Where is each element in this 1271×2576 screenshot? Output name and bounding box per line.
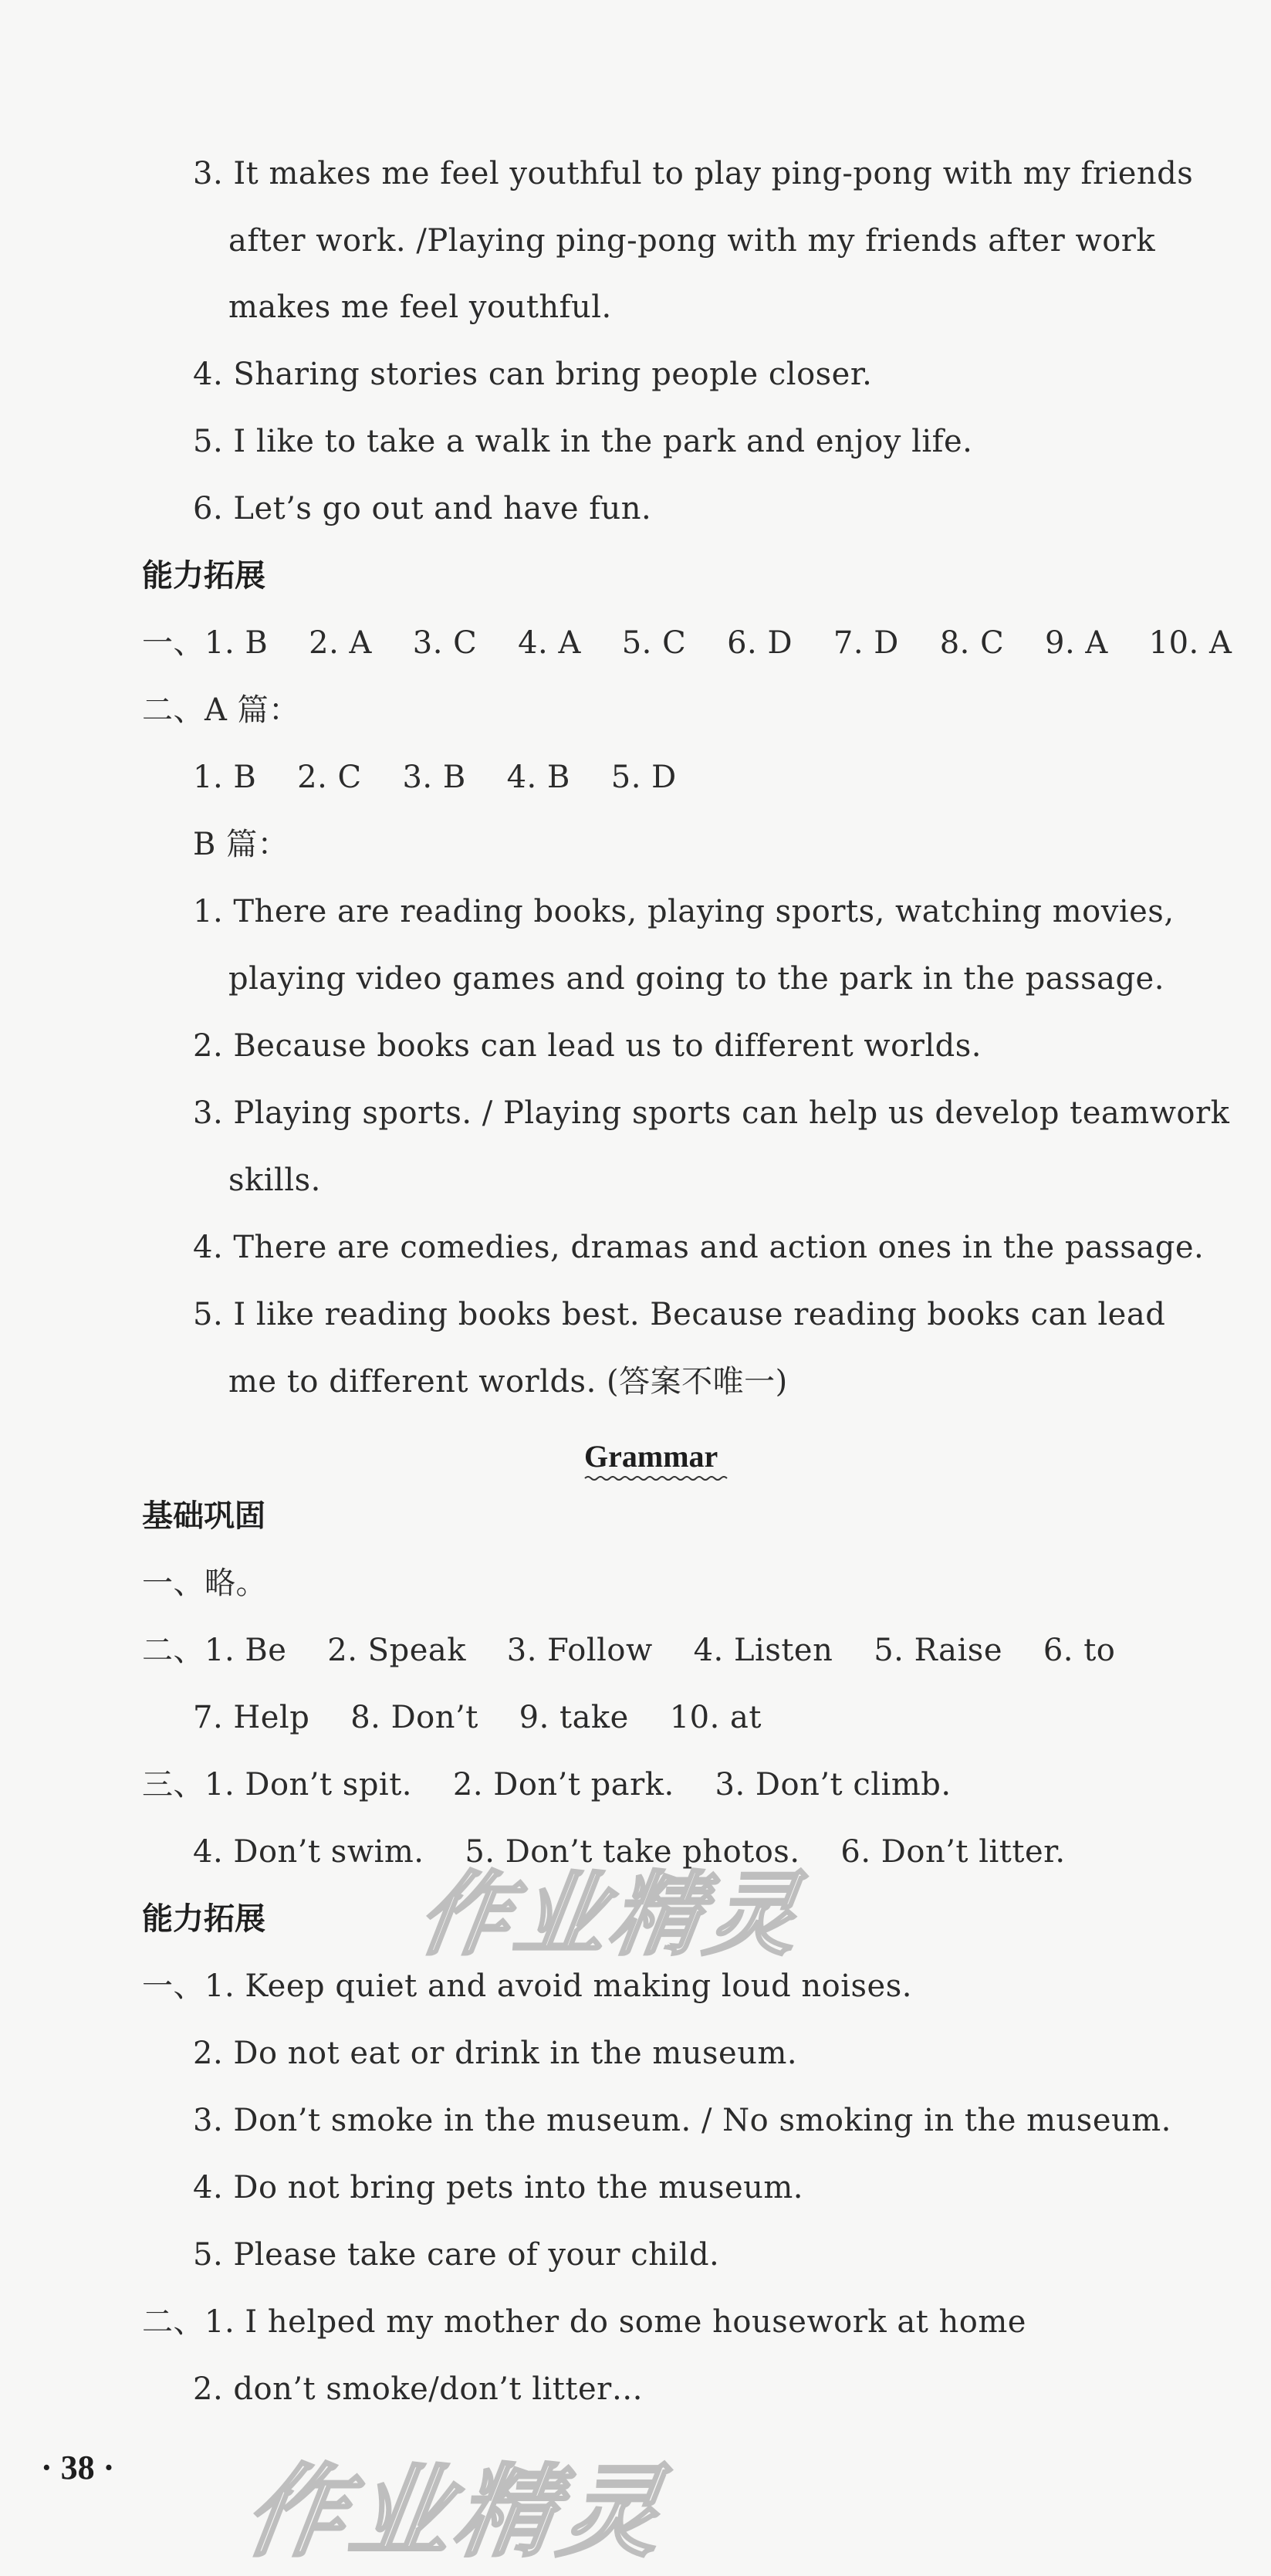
answer-line: after work. /Playing ping-pong with my friends after work (228, 223, 1156, 259)
watermark: 作业精灵 (237, 2453, 674, 2571)
page-number: · 38 · (41, 2449, 115, 2486)
answer-line: 3. Playing sports. / Playing sports can help us develop teamwork (193, 1095, 1230, 1131)
answer-line: 二、1. Be 2. Speak 3. Follow 4. Listen 5. Raise 6. to (142, 1633, 1116, 1668)
answer-line: 3. Don’t smoke in the museum. / No smoking in the museum. (193, 2103, 1171, 2138)
answer-line: 6. Let’s go out and have fun. (193, 491, 652, 526)
answer-line: 5. I like to take a walk in the park and enjoy life. (193, 424, 973, 459)
answer-line: 三、1. Don’t spit. 2. Don’t park. 3. Don’t climb. (142, 1767, 952, 1803)
section-title: Grammar (584, 1439, 718, 1474)
answer-line: 二、1. I helped my mother do some housework at home (142, 2304, 1026, 2340)
answer-line: me to different worlds. (答案不唯一) (228, 1364, 788, 1400)
answer-line: 5. I like reading books best. Because reading books can lead (193, 1297, 1166, 1332)
answer-line: 一、1. Keep quiet and avoid making loud noises. (142, 1968, 912, 2004)
answer-line: 2. don’t smoke/don’t litter… (193, 2371, 644, 2407)
section-heading: 能力拓展 (142, 1901, 265, 1937)
answer-line: 2. Because books can lead us to different worlds. (193, 1028, 982, 1064)
answer-line: 4. Sharing stories can bring people closer. (193, 357, 873, 392)
watermark: 作业精灵 (411, 1861, 810, 1968)
answer-line: playing video games and going to the park in the passage. (228, 961, 1165, 997)
answer-line: 7. Help 8. Don’t 9. take 10. at (193, 1700, 762, 1735)
section-heading: 基础巩固 (142, 1498, 265, 1534)
answer-line: 二、A 篇： (142, 692, 300, 728)
answer-line: 一、略。 (142, 1566, 267, 1601)
answer-line: 2. Do not eat or drink in the museum. (193, 2036, 798, 2071)
answer-line: 4. There are comedies, dramas and action ones in the passage. (193, 1230, 1205, 1265)
answer-line: 1. There are reading books, playing sports, watching movies, (193, 894, 1175, 929)
wavy-underline (583, 1474, 730, 1482)
answer-line: 1. B 2. C 3. B 4. B 5. D (193, 760, 677, 795)
section-heading: 能力拓展 (142, 558, 265, 594)
answer-line: makes me feel youthful. (228, 289, 612, 325)
answer-line: 5. Please take care of your child. (193, 2237, 720, 2273)
answer-line: B 篇： (193, 827, 289, 862)
answer-line: 3. It makes me feel youthful to play ping-pong with my friends (193, 156, 1194, 191)
answer-line: 一、1. B 2. A 3. C 4. A 5. C 6. D 7. D 8. C 9. A 10. A (142, 625, 1232, 661)
answer-line: skills. (228, 1163, 321, 1198)
answer-line: 4. Don’t swim. 5. Don’t take photos. 6. Don’t litter. (193, 1834, 1066, 1870)
answer-line: 4. Do not bring pets into the museum. (193, 2170, 804, 2205)
